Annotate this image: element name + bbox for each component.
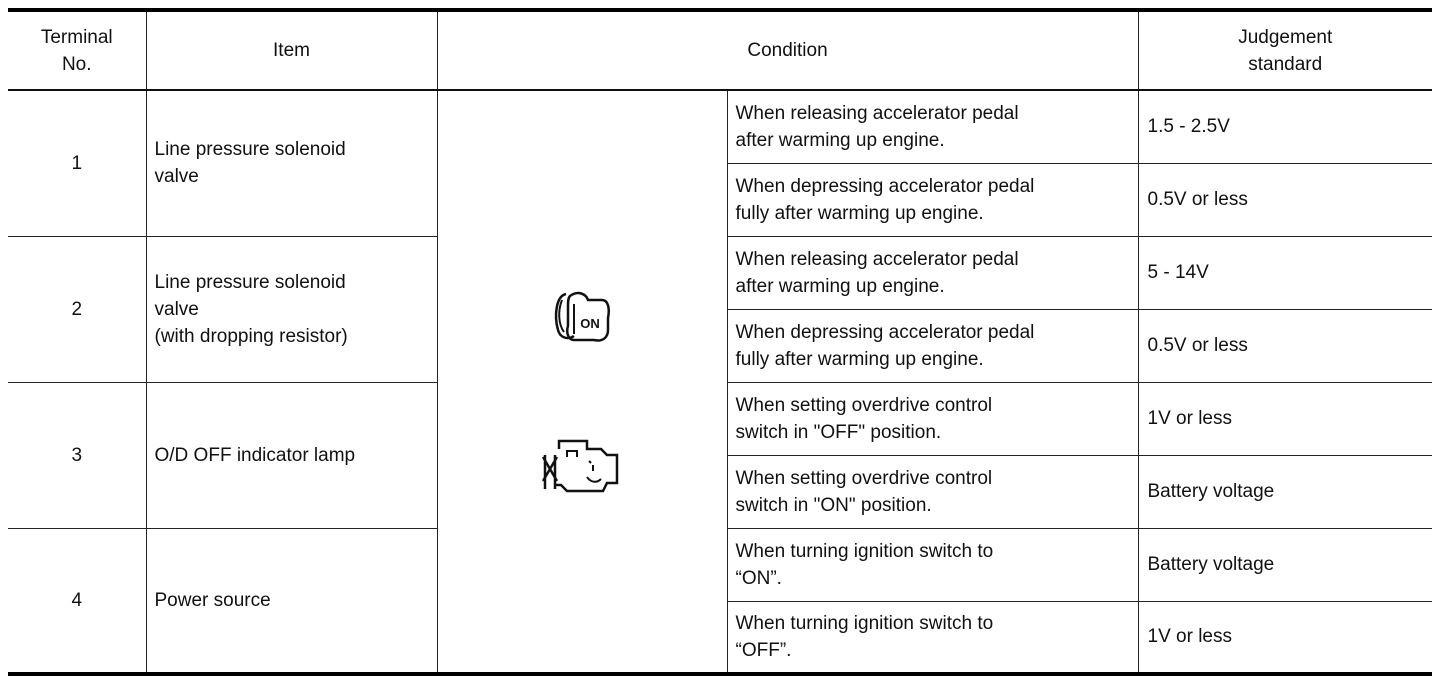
table-row bbox=[8, 90, 1432, 163]
condition-line: When setting overdrive control bbox=[735, 394, 993, 416]
condition-line: When setting overdrive control bbox=[735, 467, 993, 489]
judgement-cell: 0.5V or less bbox=[1138, 163, 1432, 236]
condition-cell bbox=[727, 382, 1138, 455]
judgement-cell: 0.5V or less bbox=[1138, 309, 1432, 382]
condition-line: “OFF”. bbox=[735, 639, 792, 661]
condition-cell bbox=[727, 528, 1138, 601]
condition-line: When depressing accelerator pedal bbox=[735, 175, 1035, 197]
condition-line: When turning ignition switch to bbox=[735, 612, 994, 634]
item-cell bbox=[146, 236, 437, 382]
condition-cell bbox=[727, 455, 1138, 528]
header-terminal bbox=[8, 10, 146, 90]
engine-stopped-icon bbox=[537, 431, 627, 501]
condition-cell bbox=[727, 601, 1138, 674]
item-line: Power source bbox=[154, 589, 271, 611]
header-judgement bbox=[1138, 10, 1432, 90]
item-line: valve bbox=[154, 166, 199, 188]
condition-line: after warming up engine. bbox=[735, 129, 945, 151]
condition-cell bbox=[727, 236, 1138, 309]
header-terminal-line1: Terminal bbox=[40, 26, 113, 48]
terminal-number: 3 bbox=[8, 382, 146, 528]
header-terminal-line2: No. bbox=[61, 53, 92, 75]
item-line: Line pressure solenoid bbox=[154, 139, 346, 161]
condition-line: after warming up engine. bbox=[735, 275, 945, 297]
item-cell bbox=[146, 382, 437, 528]
judgement-cell: Battery voltage bbox=[1138, 528, 1432, 601]
condition-line: fully after warming up engine. bbox=[735, 348, 984, 370]
condition-line: When depressing accelerator pedal bbox=[735, 321, 1035, 343]
header-judgement-line2: standard bbox=[1248, 53, 1323, 75]
terminal-number: 1 bbox=[8, 90, 146, 236]
header-item: Item bbox=[146, 10, 437, 90]
header-judgement-line1: Judgement bbox=[1238, 26, 1333, 48]
condition-line: When turning ignition switch to bbox=[735, 540, 994, 562]
header-condition: Condition bbox=[437, 10, 1138, 90]
judgement-cell: 1V or less bbox=[1138, 601, 1432, 674]
judgement-cell: 5 - 14V bbox=[1138, 236, 1432, 309]
item-line: (with dropping resistor) bbox=[154, 325, 348, 347]
item-line: Line pressure solenoid bbox=[154, 271, 346, 293]
judgement-cell: Battery voltage bbox=[1138, 455, 1432, 528]
ignition-key-on-icon bbox=[552, 286, 612, 346]
condition-cell bbox=[727, 163, 1138, 236]
ignition-key-label: ON bbox=[580, 316, 600, 331]
terminal-number: 2 bbox=[8, 236, 146, 382]
judgement-cell: 1.5 - 2.5V bbox=[1138, 90, 1432, 163]
terminal-number: 4 bbox=[8, 528, 146, 674]
item-cell bbox=[146, 90, 437, 236]
judgement-cell: 1V or less bbox=[1138, 382, 1432, 455]
condition-cell bbox=[727, 309, 1138, 382]
condition-line: switch in "ON" position. bbox=[735, 494, 932, 516]
condition-line: When releasing accelerator pedal bbox=[735, 102, 1019, 124]
condition-line: fully after warming up engine. bbox=[735, 202, 984, 224]
condition-cell bbox=[727, 90, 1138, 163]
terminal-spec-table bbox=[8, 8, 1432, 676]
condition-line: When releasing accelerator pedal bbox=[735, 248, 1019, 270]
condition-line: “ON”. bbox=[735, 567, 782, 589]
condition-line: switch in "OFF" position. bbox=[735, 421, 942, 443]
spec-table-frame bbox=[8, 8, 1432, 688]
item-cell bbox=[146, 528, 437, 674]
item-line: O/D OFF indicator lamp bbox=[154, 444, 356, 466]
item-line: valve bbox=[154, 298, 199, 320]
header-row bbox=[8, 10, 1432, 90]
condition-icons-cell bbox=[437, 90, 727, 674]
